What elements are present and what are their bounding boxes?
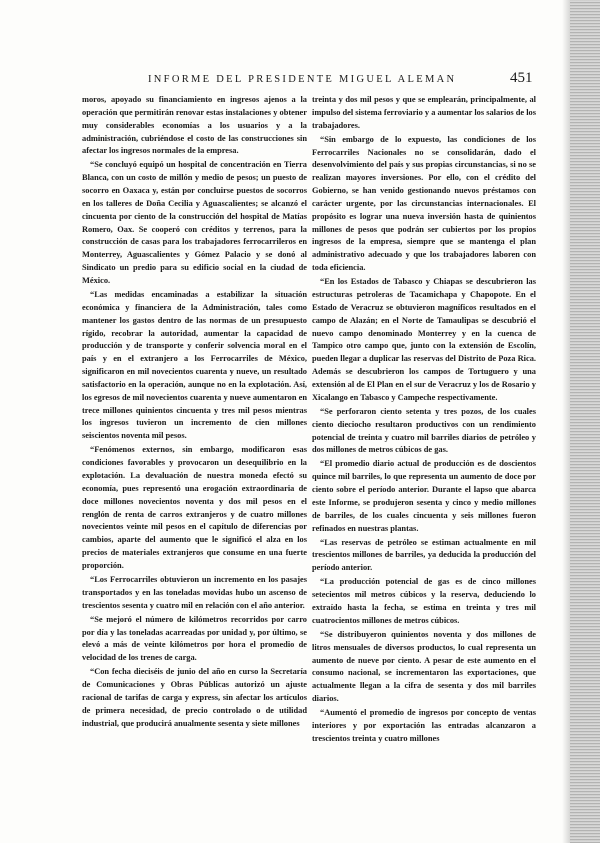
paragraph: “Con fecha dieciséis de junio del año en curso la Secretaría de Comunicaciones y Obras Públicas autorizó un ajuste racional de tarifas de carga y express, sin afectar los artículos de primera necesidad, de precio controlado o de utilidad industrial, que producirá anualmente sesenta y siete millones — [82, 667, 307, 728]
paragraph: treinta y dos mil pesos y que se emplearán, principalmente, al impulso del sistema ferroviario y a aumentar los salarios de los trabajadores. — [312, 95, 536, 130]
paragraph: “El promedio diario actual de producción es de doscientos quince mil barriles, lo que representa un aumento de doce por ciento sobre el período anterior. Durante el lapso que abarca este Informe, se produjeron sesenta y cinco y medio millones de barriles, de los cuales cincuenta y seis millones fueron refinados en nuestras plantas. — [312, 459, 536, 533]
paragraph: “Se perforaron ciento setenta y tres pozos, de los cuales ciento dieciocho resultaron productivos con un rendimiento potencial de treinta y cuatro mil barriles diarios de petróleo y dos millones de metros cúbicos de gas. — [312, 406, 536, 455]
paragraph: “Las medidas encaminadas a estabilizar la situación económica y financiera de la Administración, tales como mantener los gastos dentro de las normas de un presupuesto rígido, recobrar la autoridad, aumentar la capacidad de producción y de transporte y conferir solvencia moral en el país y en el extranjero a los Ferrocarriles de México, significaron en mil novecientos cuarenta y nueve, un resultado satisfactorio en la operación, aunque no en la explotación. Así, los egresos de mil novecientos cuarenta y nueve aumentaron en trece millones quinientos cincuenta y tres mil pesos mientras los ingresos tuvieron un incremento de cien millones seiscientos noventa mil pesos. — [82, 290, 307, 441]
page-number: 451 — [510, 70, 533, 86]
paragraph: “Se distribuyeron quinientos noventa y dos millones de litros mensuales de diversos productos, lo cual representa un aumento de nueve por ciento. A pesar de este aumento en el consumo nacional, se incrementaron las exportaciones, que actualmente llegan a la cifra de sesenta y dos mil barriles diarios. — [312, 629, 536, 704]
left-column — [82, 94, 307, 732]
paragraph: “Fenómenos externos, sin embargo, modificaron esas condiciones favorables y provocaron un desequilibrio en la explotación. La devaluación de nuestra moneda efectó su economía, pues representó una erogación extraordinaria de doce millones novecientos noventa y dos mil pesos en el renglón de renta de carros extranjeros y de cuatro millones novecientos veinte mil pesos en el capítulo de diferencias por cambios, aparte del aumento que le significó el alza en los precios de materiales extranjeros que consume en una fuerte proporción. — [82, 445, 307, 570]
paragraph: “La producción potencial de gas es de cinco millones setecientos mil metros cúbicos y la reserva, deduciendo lo extraído hasta la fecha, se estima en treinta y tres mil cuatrocientos millones de metros cúbicos. — [312, 577, 536, 625]
paragraph: “Sin embargo de lo expuesto, las condiciones de los Ferrocarriles Nacionales no se consolidarán, dado el desenvolvimiento del país y sus propias circunstancias, si no se realizan mayores inversiones. Por ello, con el crédito del Gobierno, se han venido gestionando nuevos préstamos con carácter urgente, por las circunstancias internacionales. El propósito es lograr una nueva inversión hasta de quinientos millones de pesos que podrán ser cubiertos por los propios ingresos de la empresa, siempre que se mantenga el plan administrativo adecuado y que los trabajadores laboren con toda eficiencia. — [312, 134, 536, 273]
paragraph: “En los Estados de Tabasco y Chiapas se descubrieron las estructuras petroleras de Tacamichapa y Chapopote. En el Estado de Veracruz se obtuvieron magníficos resultados en el campo de Alazán; en el Norte de Tamaulipas se descubrió el nuevo campo denominado Monterrey y en la cuenca de Tampico otro campo que, junto con la extensión de Escolín, pueden llegar a duplicar las reservas del Distrito de Poza Rica. Además se descubrieron los campos de Tortuguero y una extensión al de El Plan en el sur de Veracruz y los de Rosario y Xicalango en Tabasco y Campeche respectivamente. — [312, 277, 536, 402]
paragraph: “Los Ferrocarriles obtuvieron un incremento en los pasajes transportados y en las toneladas movidas hubo un ascenso de trescientos sesenta y cuatro mil en relación con el año anterior. — [82, 574, 307, 610]
paragraph: “Se mejoró el número de kilómetros recorridos por carro por día y las toneladas acarreadas por unidad y, por último, se elevó a más de veinte kilómetros por hora el promedio de velocidad de los trenes de carga. — [82, 614, 307, 663]
paragraph: “Aumentó el promedio de ingresos por concepto de ventas interiores y por exportación las entradas alcanzaron a trescientos treinta y cuatro millones — [312, 708, 536, 743]
running-title: INFORME DEL PRESIDENTE MIGUEL ALEMAN — [148, 74, 457, 85]
paragraph: moros, apoyado su financiamiento en ingresos ajenos a la operación que permitirán renovar estas instalaciones y obtener muy considerables economías a los usuarios y a la administración, cubriéndose el costo de las construcciones sin afectar los ingresos normales de la empresa. — [82, 95, 307, 156]
paragraph: “Las reservas de petróleo se estiman actualmente en mil trescientos millones de barriles, ya deducida la producción del período anterior. — [312, 537, 536, 573]
paragraph: “Se concluyó equipó un hospital de concentración en Tierra Blanca, con un costo de millón y medio de pesos; un puesto de socorro en Oaxaca y, están por concluirse puestos de socorros en los talleres de Doña Cecilia y Aguascalientes; se alcanzó el cincuenta por ciento de la construcción del hospital de Matías Romero, Oax. Se cooperó con créditos y terrenos, para la construcción de casas para los trabajadores ferrocarrileros en Monterrey, Aguascalientes y Gómez Palacio y se donó al Sindicato un predio para su edificio social en la ciudad de México. — [82, 160, 307, 285]
page-edge — [570, 0, 600, 843]
right-column — [312, 94, 536, 747]
page-shadow — [562, 0, 570, 843]
